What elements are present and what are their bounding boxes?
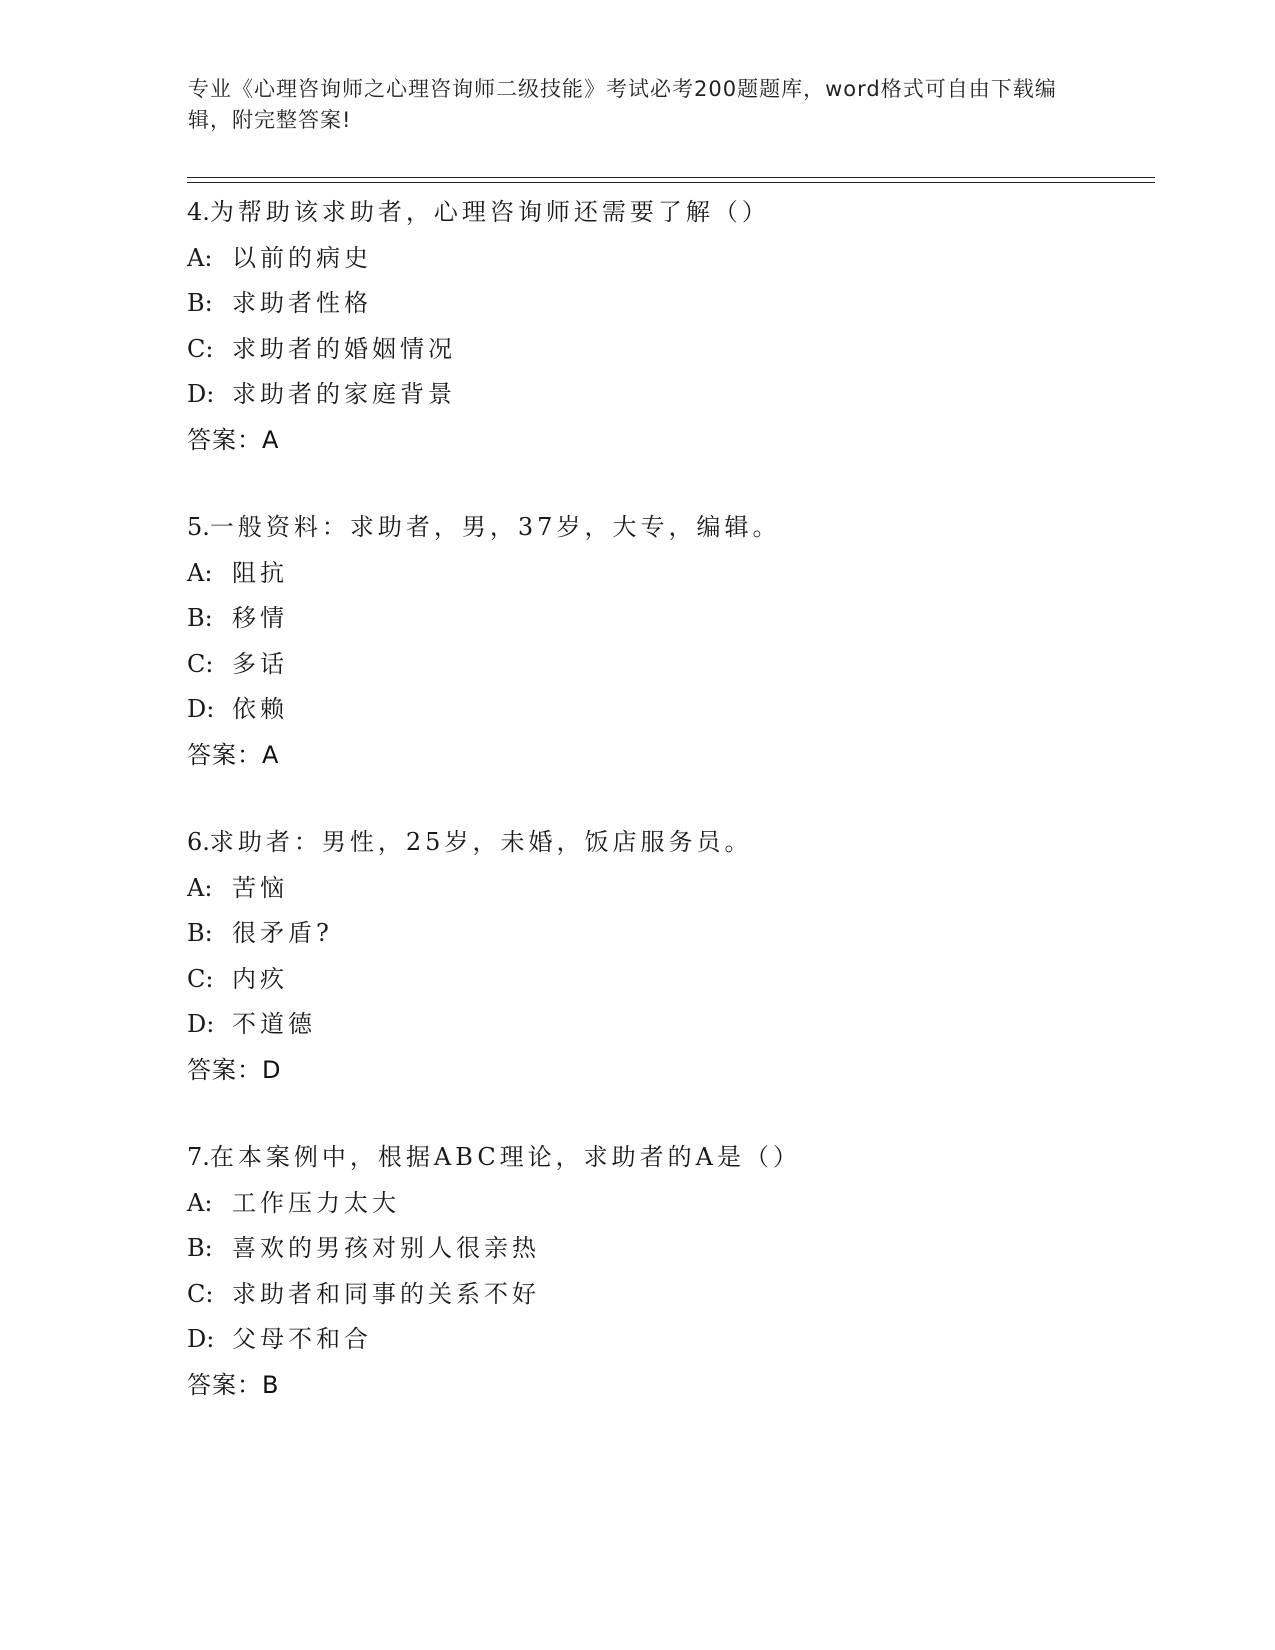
option-b [187,596,1147,642]
question-6 [187,820,1147,1093]
header-divider-top [187,177,1155,178]
option-text: 内疚 [232,964,288,993]
option-letter: C: [187,334,214,363]
option-text: 多话 [232,649,288,678]
question-7 [187,1135,1147,1408]
question-number: 5. [187,513,210,541]
option-text: 喜欢的男孩对别人很亲热 [232,1234,540,1262]
answer-line: 答案：A [187,740,280,769]
option-letter: D: [187,695,215,723]
option-c [187,957,1147,1003]
question-text: 在本案例中，根据ABC理论，求助者的A是（） [209,1143,802,1171]
option-text: 父母不和合 [232,1325,372,1353]
option-letter: B: [187,604,213,632]
question-number: 4. [187,198,210,226]
answer-line: 答案：A [187,425,280,454]
option-c [187,642,1147,688]
option-text: 以前的病史 [232,243,372,272]
option-b [187,911,1147,957]
option-letter: C: [187,649,214,678]
option-text: 求助者的婚姻情况 [232,334,456,363]
option-letter: C: [187,1279,214,1308]
document-intro: 专业《心理咨询师之心理咨询师二级技能》考试必考200题题库，word格式可自由下载编辑，附完整答案! [188,77,1057,132]
option-text: 苦恼 [232,873,288,902]
option-b [187,1226,1147,1272]
answer-line: 答案：B [187,1370,280,1399]
option-text: 阻抗 [232,558,288,587]
question-text: 求助者：男性，25岁，未婚，饭店服务员。 [209,828,753,856]
question-5 [187,505,1147,778]
option-letter: B: [187,1234,213,1262]
option-letter: B: [187,289,213,317]
option-d [187,1002,1147,1048]
question-number: 7. [187,1143,210,1171]
option-letter: D: [187,1010,215,1038]
option-a [187,866,1147,912]
option-letter: A: [187,1188,213,1217]
option-a [187,1181,1147,1227]
option-b [187,281,1147,327]
option-c [187,1272,1147,1318]
option-a [187,236,1147,282]
question-stem [187,1135,1147,1181]
option-text: 很矛盾? [232,919,333,947]
question-stem [187,190,1147,236]
option-letter: A: [187,873,213,902]
option-text: 求助者性格 [232,289,372,317]
option-text: 不道德 [232,1010,316,1038]
option-d [187,687,1147,733]
option-letter: A: [187,243,213,272]
option-letter: C: [187,964,214,993]
option-a [187,551,1147,597]
option-d [187,372,1147,418]
question-number: 6. [187,828,210,856]
option-d [187,1317,1147,1363]
header-divider-bottom [187,182,1155,183]
question-list [187,190,1147,1450]
option-text: 求助者的家庭背景 [232,380,456,408]
option-text: 移情 [232,604,288,632]
question-stem [187,505,1147,551]
question-text: 一般资料：求助者，男，37岁，大专，编辑。 [209,513,781,541]
option-letter: A: [187,558,213,587]
option-text: 求助者和同事的关系不好 [232,1279,540,1308]
answer-line: 答案：D [187,1055,282,1084]
option-letter: D: [187,1325,215,1353]
option-letter: D: [187,380,215,408]
question-4 [187,190,1147,463]
option-text: 依赖 [232,695,288,723]
question-text: 为帮助该求助者，心理咨询师还需要了解（） [209,198,770,226]
question-stem [187,820,1147,866]
option-letter: B: [187,919,213,947]
option-c [187,327,1147,373]
option-text: 工作压力太大 [232,1188,400,1217]
